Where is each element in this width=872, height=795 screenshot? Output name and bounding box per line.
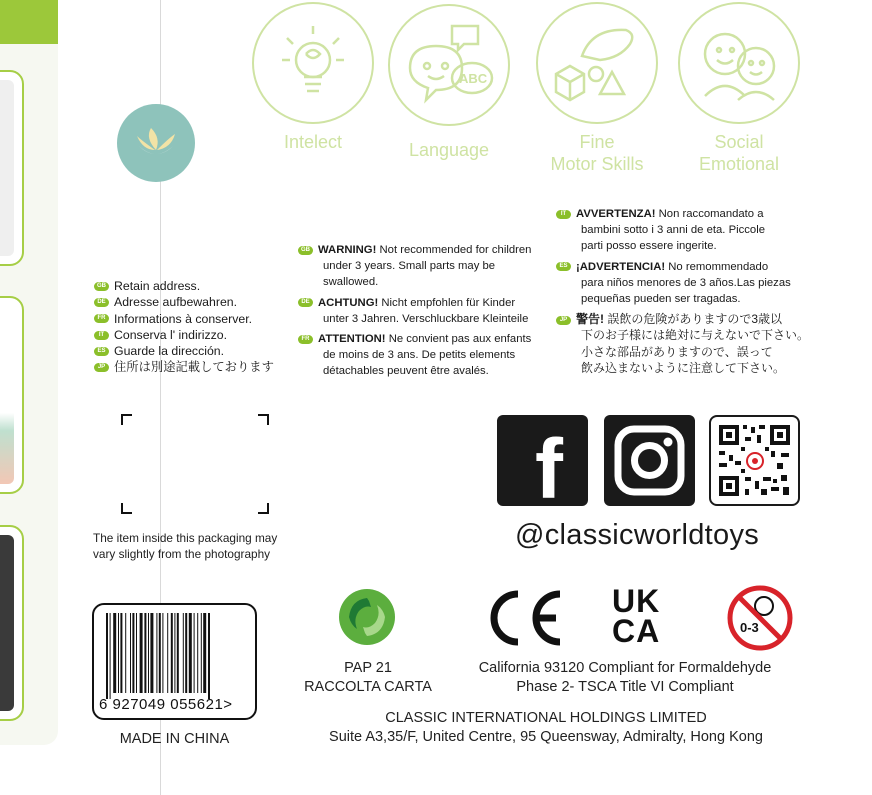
svg-text:0-3: 0-3 — [740, 620, 759, 635]
barcode-bar — [125, 613, 126, 693]
crop-corner-bottom-left — [121, 503, 132, 514]
address-notes — [94, 278, 294, 376]
warning-fr: FR ATTENTION! Ne convient pas aux enfants de moins de 3 ans. De petits elements détachables peuvent être avalés. — [298, 331, 538, 380]
barcode-bar — [208, 613, 210, 699]
icon-label-fine-motor: Fine Motor Skills — [550, 132, 644, 174]
warning-es: ES ¡ADVERTENCIA! No remommendado para niños menores de 3 años.Las piezas pequeñas pueden ser tragadas. — [556, 259, 816, 308]
barcode-bar — [171, 613, 173, 693]
recycling-text: PAP 21 RACCOLTA CARTA — [304, 660, 432, 695]
made-in-label: MADE IN CHINA — [119, 731, 230, 747]
instagram-icon[interactable] — [604, 415, 695, 506]
facebook-icon[interactable]: f — [497, 415, 588, 506]
side-product-card — [0, 296, 24, 494]
warning-it: IT AVVERTENZA! Non raccomandato a bambini sotto i 3 anni de eta. Piccole parti posso essere ingerite. — [556, 206, 816, 255]
address-note: JP 住所は別途記載しております — [94, 359, 294, 375]
brain-lightbulb-icon — [252, 2, 374, 124]
barcode-bar — [201, 613, 202, 693]
barcode-bar — [140, 613, 143, 693]
left-accent-bar — [0, 0, 58, 44]
warning-de: DE ACHTUNG! Nicht empfohlen für Kinder unter 3 Jahren. Verschluckbare Kleinteile — [298, 295, 538, 327]
barcode-bar — [130, 613, 131, 693]
ce-mark-icon — [486, 588, 566, 648]
barcode-bar — [150, 613, 153, 693]
address-note: IT Conserva l' indirizzo. — [94, 327, 294, 343]
barcode-bar — [144, 613, 146, 693]
barcode-bar — [113, 613, 116, 693]
icon-label-social-emotional: Social Emotional — [698, 132, 780, 174]
flag-badge: GB — [298, 246, 313, 255]
barcode-bar — [183, 613, 184, 693]
company-name: CLASSIC INTERNATIONAL HOLDINGS LIMITED — [385, 710, 707, 726]
crop-corner-top-right — [258, 414, 269, 425]
barcode-bar — [177, 613, 179, 693]
age-warning-icon — [726, 584, 794, 652]
warnings-right — [556, 206, 816, 376]
barcode-bar — [156, 613, 157, 693]
barcode-bar — [110, 613, 111, 699]
ukca-mark-icon: UK CA — [612, 583, 661, 649]
barcode-bar — [159, 613, 161, 693]
side-product-card — [0, 525, 24, 721]
barcode-bar — [194, 613, 195, 693]
flag-badge: DE — [298, 298, 313, 307]
barcode-bar — [167, 613, 168, 693]
flag-badge: FR — [298, 335, 313, 344]
speech-bubbles-icon — [388, 4, 510, 126]
address-note: GB Retain address. — [94, 278, 294, 294]
brand-leaf-logo — [117, 104, 195, 182]
flag-badge: ES — [556, 262, 571, 271]
barcode-number: 6 927049 055621> — [99, 696, 233, 713]
barcode-bar — [203, 613, 206, 693]
flag-badge: JP — [556, 316, 571, 325]
crop-corner-bottom-right — [258, 503, 269, 514]
icon-label-intellect: Intelect — [283, 132, 343, 152]
barcode-bar — [132, 613, 134, 693]
address-note: ES Guarde la dirección. — [94, 343, 294, 359]
warnings-middle — [298, 242, 538, 380]
barcode-bar — [148, 613, 149, 693]
barcode-bar — [106, 613, 108, 699]
address-note: FR Informations à conserver. — [94, 311, 294, 327]
social-handle: @classicworldtoys — [515, 519, 760, 551]
two-faces-icon — [678, 2, 800, 124]
company-info — [290, 709, 802, 747]
icon-label-language: Language — [408, 140, 490, 160]
photo-disclaimer: The item inside this packaging may vary slightly from the photography — [93, 531, 278, 561]
barcode-bar — [118, 613, 119, 693]
barcode-bar — [197, 613, 198, 693]
flag-badge: IT — [556, 210, 571, 219]
barcode-bar — [189, 613, 192, 693]
abc-badge: ABC — [459, 71, 488, 86]
barcode-bar — [174, 613, 175, 693]
crop-corner-top-left — [121, 414, 132, 425]
barcode-bar — [120, 613, 122, 693]
warning-jp: JP 警告! 誤飲の危険がありますので3歳以 下のお子様には絶対に与えないで下さい。 小さな部品がありますので、誤って 飲み込まないように注意して下さい。 — [556, 311, 816, 376]
green-dot-recycle-icon — [338, 588, 396, 646]
compliance-text: California 93120 Compliant for Formaldehyde Phase 2- TSCA Title VI Compliant — [478, 660, 772, 695]
company-address: Suite A3,35/F, United Centre, 95 Queensway, Admiralty, Hong Kong — [329, 729, 763, 745]
barcode — [92, 603, 257, 720]
barcode-bar — [185, 613, 187, 693]
warning-gb: GB WARNING! Not recommended for children under 3 years. Small parts may be swallowed. — [298, 242, 538, 291]
hand-shapes-icon — [536, 2, 658, 124]
qr-code-icon[interactable] — [709, 415, 800, 506]
barcode-bar — [136, 613, 137, 693]
barcode-bar — [162, 613, 163, 693]
address-note: DE Adresse aufbewahren. — [94, 294, 294, 310]
side-product-card — [0, 70, 24, 266]
